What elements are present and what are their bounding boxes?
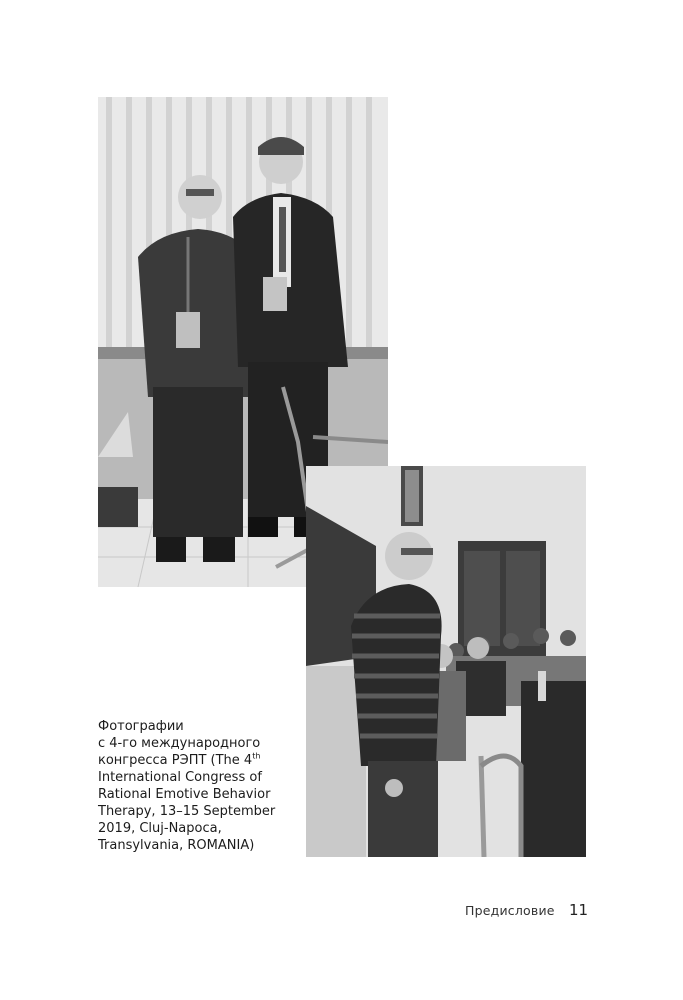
- photo-illustration: [306, 466, 586, 857]
- running-footer-section-title: Предисловие: [465, 903, 555, 918]
- caption-line: Therapy, 13–15 September: [98, 804, 276, 819]
- photo-caption: [98, 718, 298, 854]
- caption-superscript: th: [252, 751, 261, 761]
- caption-line: Фотографии: [98, 719, 184, 734]
- caption-line: International Congress of: [98, 770, 262, 785]
- caption-line: Transylvania, ROMANIA): [98, 838, 255, 853]
- page-number: 11: [569, 901, 589, 919]
- conference-photo-lecture-hall: [306, 466, 586, 857]
- caption-line: 2019, Cluj-Napoca,: [98, 821, 222, 836]
- caption-line: Rational Emotive Behavior: [98, 787, 271, 802]
- caption-line-main: конгресса РЭПТ (The 4: [98, 753, 253, 768]
- caption-line: [98, 752, 298, 769]
- caption-line: с 4-го международного: [98, 736, 261, 751]
